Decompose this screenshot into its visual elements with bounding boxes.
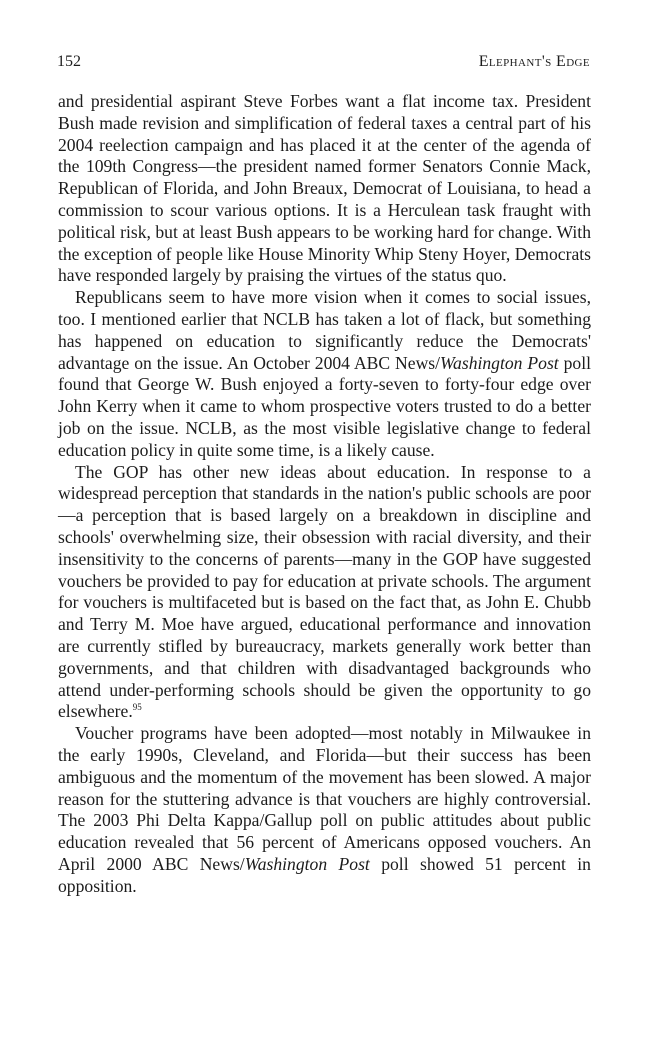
paragraph-gop-education xyxy=(58,462,591,724)
paragraph-flat-tax xyxy=(58,91,591,287)
footnote-marker: 95 xyxy=(132,702,142,713)
publication-name: Washington Post xyxy=(244,853,370,874)
paragraph-text: Republicans seem to have more vision when it comes to social issues, too. I mentioned earlier that NCLB has taken a lot of flack, but something has happened on education to significantly reduce the Democrats' advantage on the issue. An October 2004 ABC News/ xyxy=(58,287,591,373)
paragraph-text: poll showed 51 percent in opposition. xyxy=(58,853,591,896)
paragraph-voucher-programs xyxy=(58,723,591,897)
paragraph-text: The GOP has other new ideas about education. In response to a widespread perception that standards in the nation's public schools are poor—a perception that is based largely on a breakdown in discipline and schools' overwhelming size, their obsession with racial diversity, and their insensitivity to the concerns of parents—many in the GOP have suggested vouchers be provided to pay for education at private schools. The argument for vouchers is multifaceted but is based on the fact that, as John E. Chubb and Terry M. Moe have argued, educational performance and innovation are currently stifled by bureaucracy, markets generally work better than governments, and that children with disadvantaged backgrounds who attend under-performing schools should be given the opportunity to go elsewhere. xyxy=(58,461,591,722)
running-head xyxy=(55,53,590,75)
paragraph-text: Voucher programs have been adopted—most notably in Milwaukee in the early 1990s, Cleveland, and Florida—but their success has been ambiguous and the momentum of the movement has been slowed. A major reason for the stuttering advance is that vouchers are highly controversial. The 2003 Phi Delta Kappa/Gallup poll on public attitudes about public education revealed that 56 percent of Americans opposed vouchers. An April 2000 ABC News/ xyxy=(58,723,591,874)
body-text xyxy=(58,91,591,897)
paragraph-social-issues xyxy=(58,287,591,461)
page-number: 152 xyxy=(57,53,81,70)
paragraph-text: poll found that George W. Bush enjoyed a forty-seven to forty-four edge over John Kerry when it came to whom prospective voters trusted to do a better job on the issue. NCLB, as the most visible legislative change to federal education policy in quite some time, is a likely cause. xyxy=(58,352,591,460)
running-head-title: Elephant's Edge xyxy=(478,53,590,70)
paragraph-text: and presidential aspirant Steve Forbes want a flat income tax. President Bush made revision and simplification of federal taxes a central part of his 2004 reelection campaign and has placed it at the center of the agenda of the 109th Congress—the president named former Senators Connie Mack, Republican of Florida, and John Breaux, Democrat of Louisiana, to head a commission to scour various options. It is a Herculean task fraught with political risk, but at least Bush appears to be working hard for change. With the exception of people like House Minority Whip Steny Hoyer, Democrats have responded largely by praising the virtues of the status quo. xyxy=(58,91,591,286)
publication-name: Washington Post xyxy=(440,352,559,373)
